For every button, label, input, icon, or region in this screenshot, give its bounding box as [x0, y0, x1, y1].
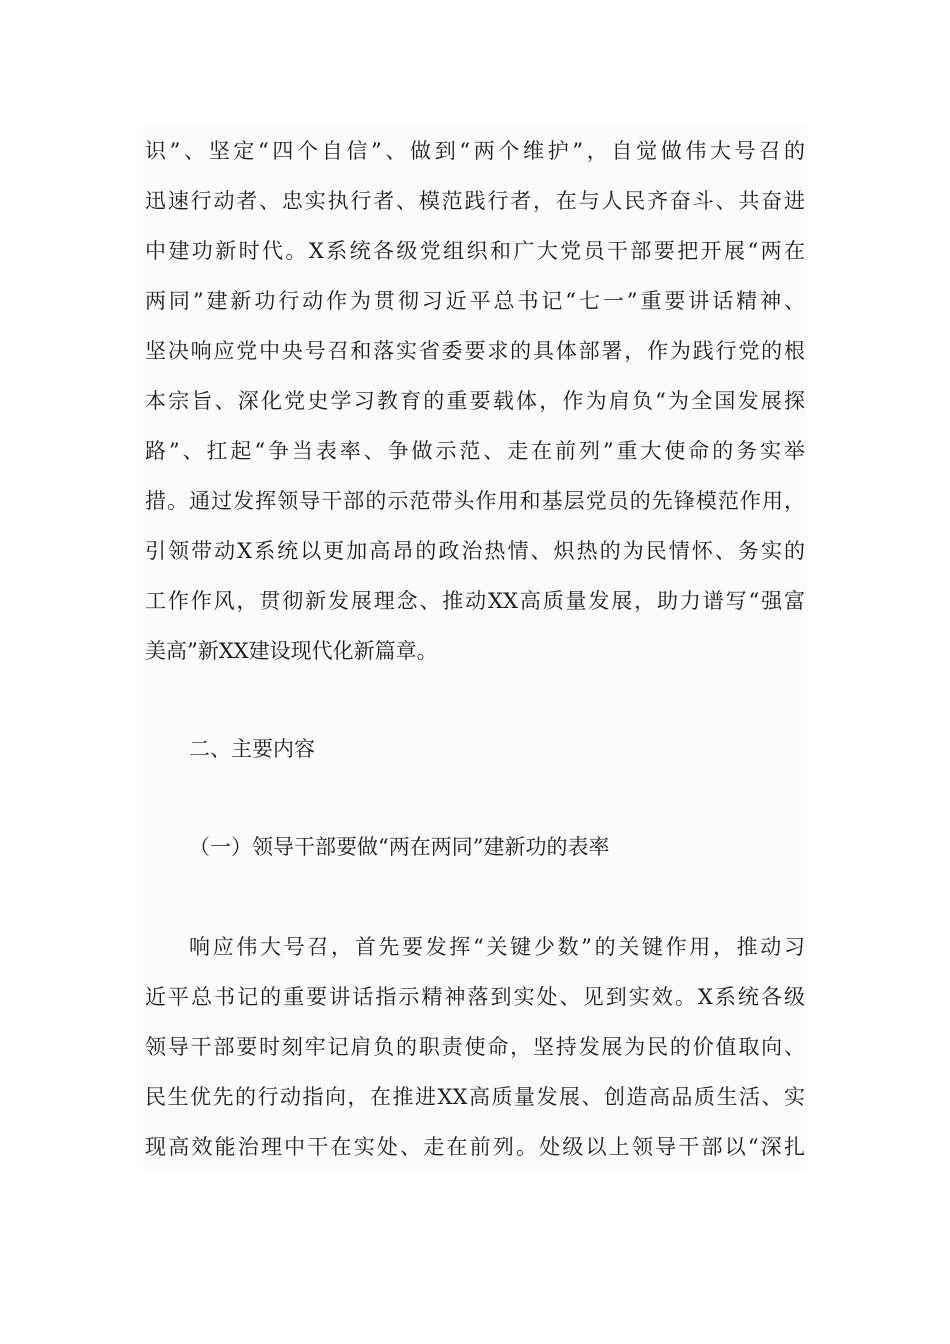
section-heading: 二、主要内容 [189, 737, 315, 761]
paragraph-line: 坚决响应党中央号召和落实省委要求的具体部署，作为践行党的根 [145, 339, 805, 363]
paragraph-line-first: 响应伟大号召，首先要发挥“关键少数”的关键作用，推动习 [189, 935, 805, 959]
paragraph-line: 本宗旨、深化党史学习教育的重要载体，作为肩负“为全国发展探 [145, 389, 805, 413]
paragraph-line: 工作作风，贯彻新发展理念、推动XX高质量发展，助力谱写“强富 [145, 589, 805, 613]
paragraph-line: 近平总书记的重要讲话指示精神落到实处、见到实效。X系统各级 [145, 985, 805, 1009]
paragraph-line: 两同”建新功行动作为贯彻习近平总书记“七一”重要讲话精神、 [145, 289, 805, 313]
paragraph-line: 中建功新时代。X系统各级党组织和广大党员干部要把开展“两在 [145, 239, 805, 263]
paragraph-line: 引领带动X系统以更加高昂的政治热情、炽热的为民情怀、务实的 [145, 539, 805, 563]
paragraph-line: 路”、扛起“争当表率、争做示范、走在前列”重大使命的务实举 [145, 439, 805, 463]
subsection-heading: （一）领导干部要做“两在两同”建新功的表率 [189, 835, 610, 859]
paragraph-line: 现高效能治理中干在实处、走在前列。处级以上领导干部以“深扎 [145, 1135, 805, 1159]
paragraph-line: 识”、坚定“四个自信”、做到“两个维护”，自觉做伟大号召的 [145, 139, 805, 163]
paragraph-line: 民生优先的行动指向，在推进XX高质量发展、创造高品质生活、实 [145, 1085, 805, 1109]
paragraph-line: 措。通过发挥领导干部的示范带头作用和基层党员的先锋模范作用， [145, 489, 805, 513]
paragraph-line: 迅速行动者、忠实执行者、模范践行者，在与人民齐奋斗、共奋进 [145, 189, 805, 213]
paragraph-line: 领导干部要时刻牢记肩负的职责使命，坚持发展为民的价值取向、 [145, 1035, 805, 1059]
paragraph-line-last: 美高”新XX建设现代化新篇章。 [145, 639, 438, 663]
